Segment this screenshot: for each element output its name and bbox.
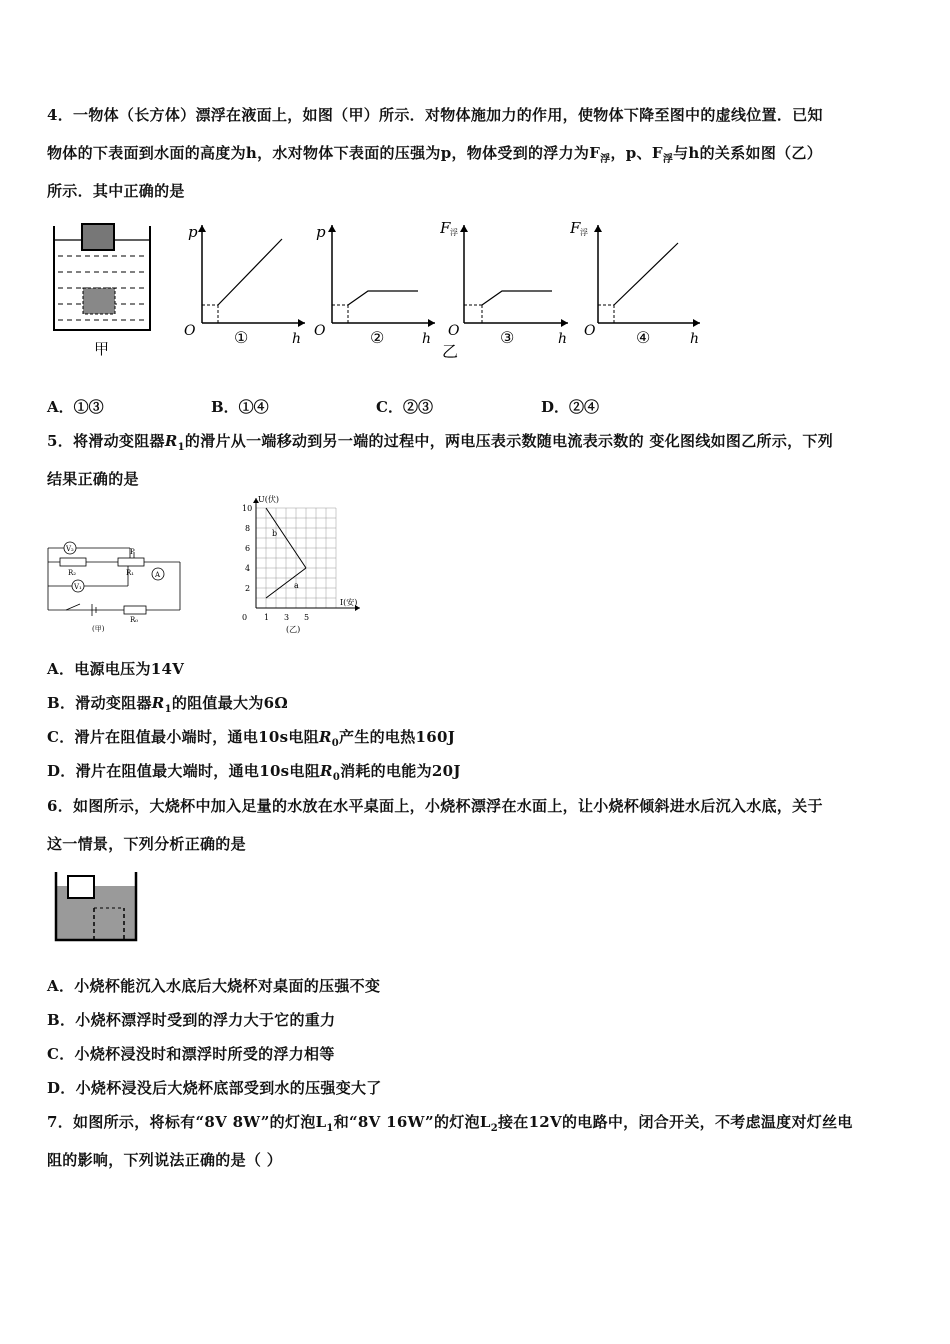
q4-graph-1	[180, 215, 310, 350]
svg-text:P: P	[130, 548, 135, 556]
q5-option-a[interactable]: A．电源电压为14V	[47, 660, 185, 678]
svg-text:R₁: R₁	[126, 569, 135, 577]
svg-text:2: 2	[245, 584, 251, 593]
q4-graph-4	[570, 215, 705, 350]
svg-text:(甲): (甲)	[92, 625, 105, 633]
svg-text:a: a	[294, 581, 299, 590]
q4-option-d[interactable]: D．②④	[541, 398, 600, 416]
svg-text:O: O	[584, 323, 596, 339]
svg-text:0: 0	[242, 613, 248, 622]
q6-option-d[interactable]: D．小烧杯浸没后大烧杯底部受到水的压强变大了	[47, 1079, 382, 1097]
svg-text:R₂: R₂	[68, 569, 77, 577]
q4-line2: 物体的下表面到水面的高度为h，水对物体下表面的压强为p，物体受到的浮力为$F_浮$，p、$F_浮$与h的关系如图（乙）	[47, 144, 823, 165]
svg-text:8: 8	[245, 524, 251, 533]
q5-option-d[interactable]: D．滑片在阻值最大端时，通电10s电阻$R_0$消耗的电能为20J	[47, 762, 461, 783]
yi-label: 乙	[442, 342, 459, 360]
svg-text:①: ①	[234, 328, 249, 347]
svg-text:V₁: V₁	[74, 583, 82, 591]
q4-option-b[interactable]: B．①④	[211, 398, 269, 416]
svg-text:p: p	[188, 223, 198, 241]
svg-text:I(安): I(安)	[340, 598, 358, 607]
svg-text:O: O	[184, 323, 196, 339]
q4-graph-3	[440, 215, 575, 360]
svg-text:h: h	[292, 331, 302, 347]
svg-text:V₂: V₂	[66, 545, 74, 553]
q5-option-c[interactable]: C．滑片在阻值最小端时，通电10s电阻$R_0$产生的电热160J	[47, 728, 456, 749]
q4-line1: 4．一物体（长方体）漂浮在液面上，如图（甲）所示．对物体施加力的作用，使物体下降至图中的虚线位置．已知	[47, 106, 823, 124]
q6-option-c[interactable]: C．小烧杯浸没时和漂浮时所受的浮力相等	[47, 1045, 335, 1063]
svg-text:②: ②	[370, 328, 385, 347]
q6-line2: 这一情景，下列分析正确的是	[47, 835, 246, 853]
svg-text:10: 10	[242, 504, 253, 513]
svg-text:O: O	[448, 323, 460, 339]
svg-text:F: F	[440, 219, 451, 237]
q6-beaker-figure	[50, 870, 140, 946]
svg-text:③: ③	[500, 328, 515, 347]
q6-option-a[interactable]: A．小烧杯能沉入水底后大烧杯对桌面的压强不变	[47, 977, 381, 995]
svg-text:4: 4	[245, 564, 251, 573]
q6-option-b[interactable]: B．小烧杯漂浮时受到的浮力大于它的重力	[47, 1011, 336, 1029]
svg-text:R₀: R₀	[130, 616, 139, 624]
q4-option-c[interactable]: C．②③	[376, 398, 433, 416]
q7-line2: 阻的影响，下列说法正确的是（ ）	[47, 1151, 283, 1169]
svg-text:F: F	[570, 219, 581, 237]
svg-text:(乙): (乙)	[286, 625, 301, 634]
jia-label: 甲	[94, 340, 110, 358]
svg-text:h: h	[690, 331, 700, 347]
svg-text:浮: 浮	[450, 228, 458, 237]
svg-text:④: ④	[636, 328, 651, 347]
q4-figure-jia	[50, 220, 160, 360]
svg-text:5: 5	[304, 613, 310, 622]
svg-text:3: 3	[284, 613, 290, 622]
q4-option-a[interactable]: A．①③	[47, 398, 104, 416]
q5-circuit	[40, 538, 185, 636]
svg-text:A: A	[155, 571, 161, 579]
svg-text:浮: 浮	[580, 228, 588, 237]
svg-text:1: 1	[264, 613, 270, 622]
svg-text:b: b	[272, 529, 278, 538]
svg-text:h: h	[558, 331, 568, 347]
q5-option-b[interactable]: B．滑动变阻器$R_1$的阻值最大为6Ω	[47, 694, 289, 715]
svg-text:p: p	[316, 223, 326, 241]
svg-text:h: h	[422, 331, 432, 347]
q6-line1: 6．如图所示，大烧杯中加入足量的水放在水平桌面上，小烧杯漂浮在水面上，让小烧杯倾斜进水后沉入水底，关于	[47, 797, 823, 815]
svg-text:6: 6	[245, 544, 251, 553]
q7-line1: 7．如图所示，将标有“8V 8W”的灯泡$L_1$和“8V 16W”的灯泡$L_2$接在12V的电路中，闭合开关，不考虑温度对灯丝电	[47, 1113, 853, 1134]
q4-line3: 所示．其中正确的是	[47, 182, 185, 200]
q4-graph-2	[310, 215, 440, 350]
svg-text:U(伏): U(伏)	[258, 495, 279, 504]
q5-graph	[232, 492, 382, 637]
q5-line2: 结果正确的是	[47, 470, 139, 488]
q5-line1: 5．将滑动变阻器$R_1$的滑片从一端移动到另一端的过程中，两电压表示数随电流表示数的 变化图线如图乙所示，下列	[47, 432, 834, 453]
svg-text:O: O	[314, 323, 326, 339]
